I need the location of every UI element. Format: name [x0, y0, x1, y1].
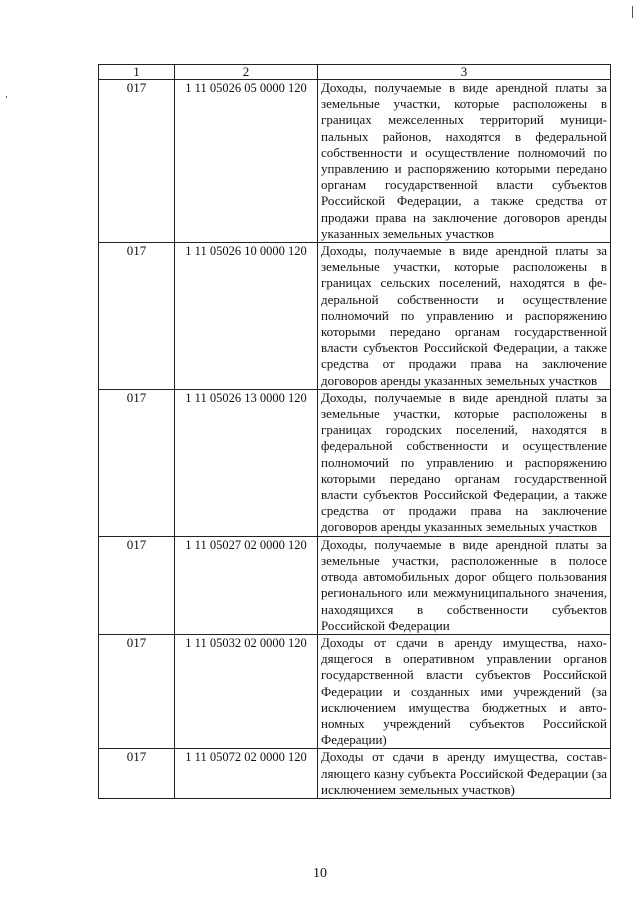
revenue-code-cell: 1 11 05026 05 0000 120: [175, 80, 318, 243]
revenue-code-cell: 1 11 05026 10 0000 120: [175, 243, 318, 390]
column-header-1: 1: [99, 65, 175, 80]
page-number: 10: [313, 866, 327, 881]
column-header-3: 3: [318, 65, 611, 80]
revenue-description-cell: Доходы, получаемые в виде арендной платы за земельные участки, которые расположены в границах межселенных территорий муниципальных районов, находятся в федеральной собственности и осуществление полномочий по управлению и распоряжению которыми передано органам государственной власти субъектов Российской Федерации, а также средства от продажи права на заключение договоров аренды указанных земельных участков: [318, 80, 611, 243]
revenue-codes-table: [98, 64, 611, 799]
column-header-2: 2: [175, 65, 318, 80]
table-row: [99, 749, 611, 799]
admin-code-cell: 017: [99, 536, 175, 634]
revenue-code-cell: 1 11 05027 02 0000 120: [175, 536, 318, 634]
revenue-code-cell: 1 11 05026 13 0000 120: [175, 389, 318, 536]
table-header-row: [99, 65, 611, 80]
table-row: [99, 536, 611, 634]
admin-code-cell: 017: [99, 389, 175, 536]
revenue-description-cell: Доходы, получаемые в виде арендной платы за земельные участки, расположенные в полосе отвода автомобильных дорог общего пользования регионального или межмуниципального значения, находящихся в собственности субъектов Российской Федерации: [318, 536, 611, 634]
revenue-description-cell: Доходы от сдачи в аренду имущества, составляющего казну субъекта Российской Федерации (за исключением земельных участков): [318, 749, 611, 799]
table-row: [99, 634, 611, 748]
scan-mark: [6, 96, 7, 98]
scan-mark: [632, 6, 633, 18]
revenue-description-cell: Доходы от сдачи в аренду имущества, находящегося в оперативном управлении органов государственной власти субъектов Российской Федерации и созданных ими учреждений (за исключением имущества бюджетных и автономных учреждений субъектов Российской Федерации): [318, 634, 611, 748]
admin-code-cell: 017: [99, 634, 175, 748]
table-row: [99, 389, 611, 536]
admin-code-cell: 017: [99, 80, 175, 243]
revenue-description-cell: Доходы, получаемые в виде арендной платы за земельные участки, которые расположены в границах городских поселений, находятся в федеральной собственности и осуществление полномочий по управлению и распоряжению которыми передано органам государственной власти субъектов Российской Федерации, а также средства от продажи права на заключение договоров аренды указанных земельных участков: [318, 389, 611, 536]
admin-code-cell: 017: [99, 243, 175, 390]
revenue-description-cell: Доходы, получаемые в виде арендной платы за земельные участки, которые расположены в границах сельских поселений, находятся в федеральной собственности и осуществление полномочий по управлению и распоряжению которыми передано органам государственной власти субъектов Российской Федерации, а также средства от продажи права на заключение договоров аренды указанных земельных участков: [318, 243, 611, 390]
revenue-code-cell: 1 11 05032 02 0000 120: [175, 634, 318, 748]
admin-code-cell: 017: [99, 749, 175, 799]
table-row: [99, 80, 611, 243]
table-row: [99, 243, 611, 390]
revenue-code-cell: 1 11 05072 02 0000 120: [175, 749, 318, 799]
